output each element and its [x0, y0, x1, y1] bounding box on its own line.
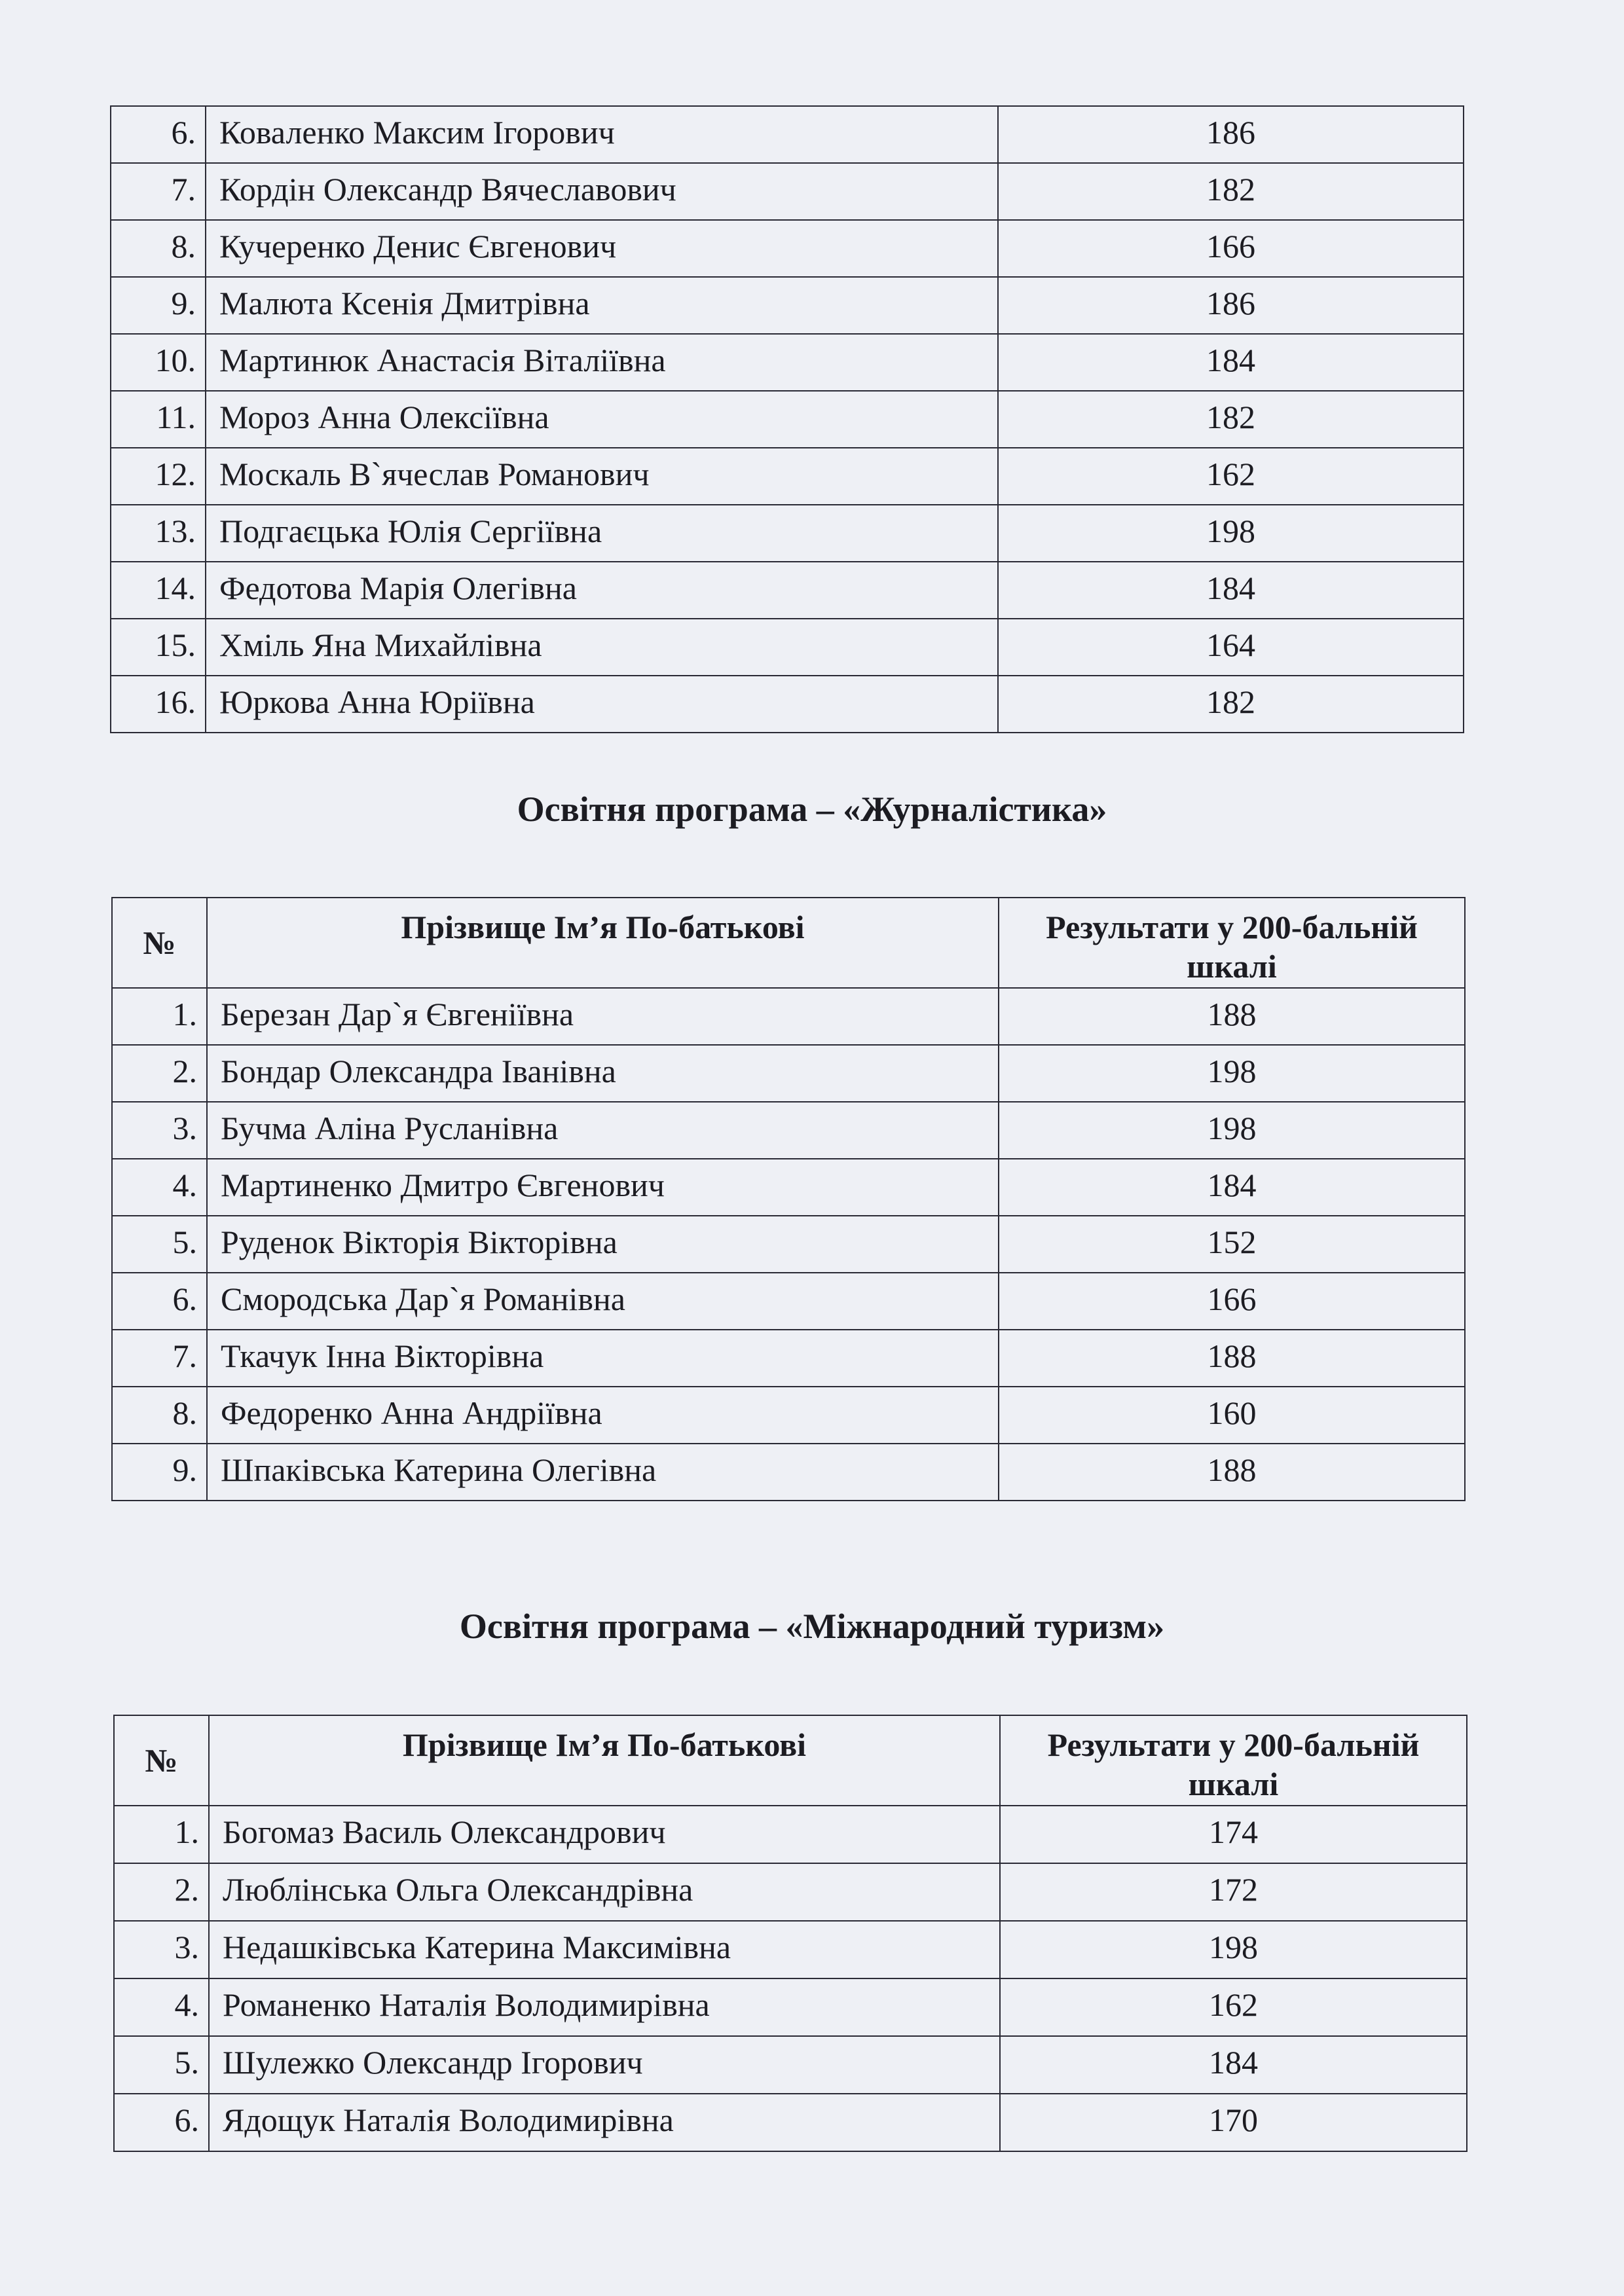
row-number: 13.	[111, 505, 206, 562]
row-number: 1.	[114, 1806, 209, 1863]
table-row	[114, 1978, 1467, 2036]
table-row	[114, 1863, 1467, 1921]
student-score: 162	[1000, 1978, 1467, 2036]
student-score: 184	[998, 334, 1464, 391]
student-score: 186	[998, 277, 1464, 334]
header-score: Результати у 200-бальній шкалі	[1000, 1715, 1467, 1806]
row-number: 8.	[111, 220, 206, 277]
student-score: 188	[999, 1330, 1465, 1387]
table-row	[111, 391, 1464, 448]
student-score: 164	[998, 619, 1464, 676]
table-row	[112, 1159, 1465, 1216]
row-number: 14.	[111, 562, 206, 619]
table-row	[111, 619, 1464, 676]
row-number: 8.	[112, 1387, 207, 1444]
results-table-continued	[110, 105, 1464, 733]
table-row	[111, 676, 1464, 733]
student-score: 198	[1000, 1921, 1467, 1978]
header-number: №	[114, 1715, 209, 1806]
row-number: 6.	[112, 1273, 207, 1330]
student-score: 184	[999, 1159, 1465, 1216]
student-name: Юркова Анна Юріївна	[206, 676, 998, 733]
student-score: 152	[999, 1216, 1465, 1273]
table-header-row	[114, 1715, 1467, 1806]
table-row	[111, 277, 1464, 334]
table-row	[111, 163, 1464, 220]
row-number: 2.	[112, 1045, 207, 1102]
student-score: 160	[999, 1387, 1465, 1444]
student-name: Шулежко Олександр Ігорович	[209, 2036, 1000, 2094]
student-score: 198	[998, 505, 1464, 562]
student-score: 188	[999, 988, 1465, 1045]
table-row	[111, 220, 1464, 277]
table-row	[112, 1387, 1465, 1444]
student-score: 162	[998, 448, 1464, 505]
student-name: Коваленко Максим Ігорович	[206, 106, 998, 163]
row-number: 9.	[112, 1444, 207, 1501]
table-row	[112, 1045, 1465, 1102]
table-header-row	[112, 898, 1465, 988]
student-score: 166	[999, 1273, 1465, 1330]
student-score: 182	[998, 676, 1464, 733]
student-name: Бучма Аліна Русланівна	[207, 1102, 999, 1159]
section-heading-journalism: Освітня програма – «Журналістика»	[517, 790, 1107, 829]
student-name: Люблінська Ольга Олександрівна	[209, 1863, 1000, 1921]
table-row	[111, 562, 1464, 619]
student-name: Кордін Олександр Вячеславович	[206, 163, 998, 220]
student-name: Москаль В`ячеслав Романович	[206, 448, 998, 505]
student-name: Мороз Анна Олексіївна	[206, 391, 998, 448]
student-name: Романенко Наталія Володимирівна	[209, 1978, 1000, 2036]
results-table-journalism	[111, 897, 1466, 1501]
table-row	[114, 1921, 1467, 1978]
student-score: 198	[999, 1102, 1465, 1159]
student-name: Смородська Дар`я Романівна	[207, 1273, 999, 1330]
student-name: Хміль Яна Михайлівна	[206, 619, 998, 676]
table-row	[111, 334, 1464, 391]
row-number: 16.	[111, 676, 206, 733]
student-score: 172	[1000, 1863, 1467, 1921]
section-heading-international-tourism: Освітня програма – «Міжнародний туризм»	[459, 1607, 1165, 1646]
table-row	[112, 1216, 1465, 1273]
row-number: 12.	[111, 448, 206, 505]
table-row	[114, 2094, 1467, 2151]
row-number: 3.	[114, 1921, 209, 1978]
row-number: 10.	[111, 334, 206, 391]
row-number: 1.	[112, 988, 207, 1045]
row-number: 4.	[112, 1159, 207, 1216]
table-row	[112, 1273, 1465, 1330]
student-name: Кучеренко Денис Євгенович	[206, 220, 998, 277]
row-number: 3.	[112, 1102, 207, 1159]
student-score: 198	[999, 1045, 1465, 1102]
row-number: 7.	[112, 1330, 207, 1387]
student-name: Шпаківська Катерина Олегівна	[207, 1444, 999, 1501]
student-score: 186	[998, 106, 1464, 163]
student-name: Березан Дар`я Євгеніївна	[207, 988, 999, 1045]
row-number: 7.	[111, 163, 206, 220]
student-score: 182	[998, 391, 1464, 448]
student-name: Федоренко Анна Андріївна	[207, 1387, 999, 1444]
header-number: №	[112, 898, 207, 988]
table-row	[112, 1330, 1465, 1387]
row-number: 6.	[114, 2094, 209, 2151]
table-row	[112, 1102, 1465, 1159]
row-number: 5.	[114, 2036, 209, 2094]
table-row	[111, 505, 1464, 562]
student-score: 188	[999, 1444, 1465, 1501]
table-row	[111, 448, 1464, 505]
row-number: 5.	[112, 1216, 207, 1273]
student-score: 184	[1000, 2036, 1467, 2094]
row-number: 6.	[111, 106, 206, 163]
table-row	[114, 1806, 1467, 1863]
student-name: Руденок Вікторія Вікторівна	[207, 1216, 999, 1273]
table-row	[112, 1444, 1465, 1501]
results-table-international-tourism	[113, 1715, 1467, 2152]
student-name: Бондар Олександра Іванівна	[207, 1045, 999, 1102]
student-score: 182	[998, 163, 1464, 220]
header-score: Результати у 200-бальній шкалі	[999, 898, 1465, 988]
student-name: Малюта Ксенія Дмитрівна	[206, 277, 998, 334]
student-name: Подгаєцька Юлія Сергіївна	[206, 505, 998, 562]
row-number: 2.	[114, 1863, 209, 1921]
header-full-name: Прізвище Ім’я По-батькові	[209, 1715, 1000, 1806]
student-name: Богомаз Василь Олександрович	[209, 1806, 1000, 1863]
student-name: Ядощук Наталія Володимирівна	[209, 2094, 1000, 2151]
row-number: 4.	[114, 1978, 209, 2036]
table-row	[114, 2036, 1467, 2094]
table-row	[112, 988, 1465, 1045]
header-full-name: Прізвище Ім’я По-батькові	[207, 898, 999, 988]
student-score: 184	[998, 562, 1464, 619]
row-number: 11.	[111, 391, 206, 448]
row-number: 9.	[111, 277, 206, 334]
student-score: 174	[1000, 1806, 1467, 1863]
student-score: 166	[998, 220, 1464, 277]
table-row	[111, 106, 1464, 163]
student-name: Федотова Марія Олегівна	[206, 562, 998, 619]
student-name: Мартинюк Анастасія Віталіївна	[206, 334, 998, 391]
row-number: 15.	[111, 619, 206, 676]
student-score: 170	[1000, 2094, 1467, 2151]
student-name: Мартиненко Дмитро Євгенович	[207, 1159, 999, 1216]
student-name: Недашківська Катерина Максимівна	[209, 1921, 1000, 1978]
student-name: Ткачук Інна Вікторівна	[207, 1330, 999, 1387]
